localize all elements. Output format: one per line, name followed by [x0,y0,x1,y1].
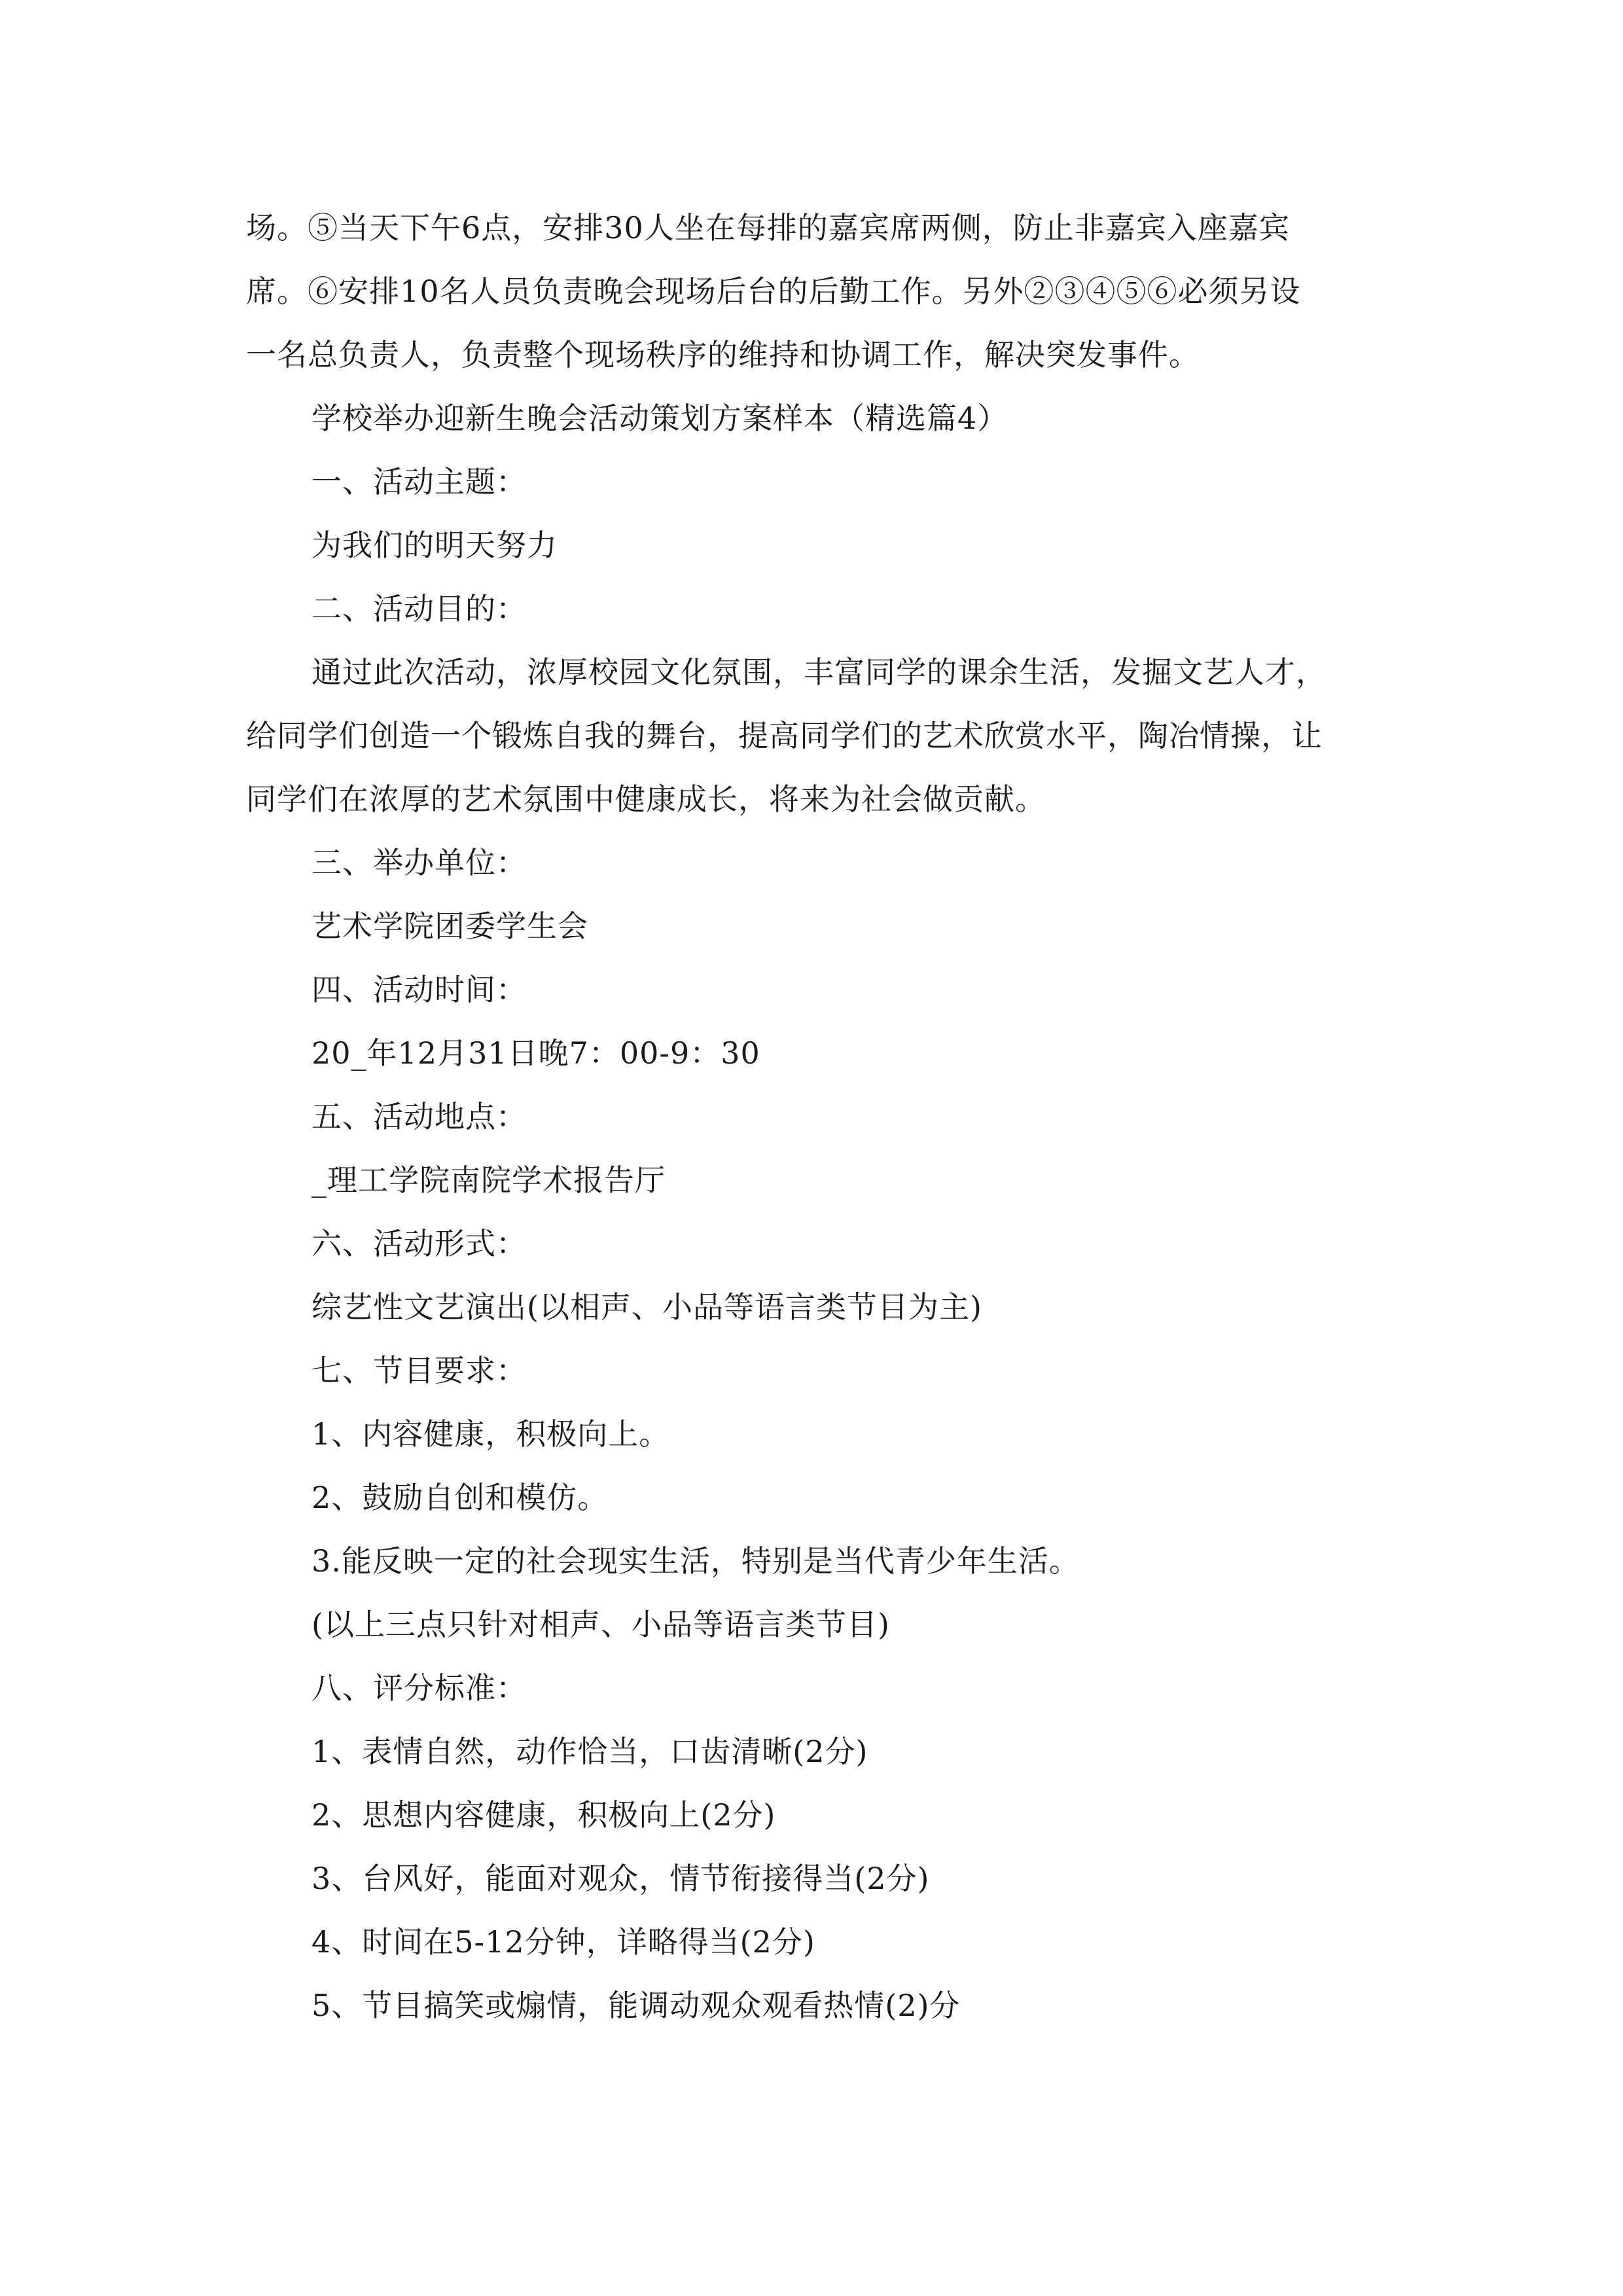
text-line-18: 综艺性文艺演出(以相声、小品等语言类节目为主) [312,1289,982,1325]
text-line-6: 为我们的明天努力 [312,528,558,563]
text-line-11: 三、举办单位： [312,845,527,880]
text-line-16: _理工学院南院学术报告厅 [312,1162,666,1198]
text-line-17: 六、活动形式： [312,1226,527,1261]
document-body [246,196,1378,2037]
text-line-21: 2、鼓励自创和模仿。 [312,1480,609,1515]
text-line-8: 通过此次活动，浓厚校园文化氛围，丰富同学的课余生活，发掘文艺人才， [312,655,1327,690]
text-line-27: 3、台风好，能面对观众，情节衔接得当(2分) [312,1861,930,1896]
text-line-19: 七、节目要求： [312,1353,527,1388]
text-line-26: 2、思想内容健康，积极向上(2分) [312,1797,776,1833]
text-line-14: 20_年12月31日晚7：00-9：30 [312,1035,760,1071]
text-line-1: 场。⑤当天下午6点，安排30人坐在每排的嘉宾席两侧，防止非嘉宾入座嘉宾 [246,210,1290,245]
text-line-13: 四、活动时间： [312,972,527,1007]
text-line-29: 5、节目搞笑或煽情，能调动观众观看热情(2)分 [312,1988,961,2023]
text-line-23: (以上三点只针对相声、小品等语言类节目) [312,1607,890,1642]
text-line-2: 席。⑥安排10名人员负责晚会现场后台的后勤工作。另外②③④⑤⑥必须另设 [246,274,1301,309]
text-line-20: 1、内容健康，积极向上。 [312,1416,670,1452]
text-line-4: 学校举办迎新生晚会活动策划方案样本（精选篇4） [312,401,1008,436]
text-line-3: 一名总负责人，负责整个现场秩序的维持和协调工作，解决突发事件。 [246,337,1200,372]
text-line-9: 给同学们创造一个锻炼自我的舞台，提高同学们的艺术欣赏水平，陶冶情操，让 [246,718,1323,753]
text-line-15: 五、活动地点： [312,1099,527,1134]
text-line-25: 1、表情自然，动作恰当，口齿清晰(2分) [312,1734,868,1769]
text-line-22: 3.能反映一定的社会现实生活，特别是当代青少年生活。 [312,1543,1080,1579]
text-line-24: 八、评分标准： [312,1670,527,1706]
text-line-12: 艺术学院团委学生会 [312,908,588,944]
text-line-7: 二、活动目的： [312,591,527,626]
text-line-28: 4、时间在5-12分钟，详略得当(2分) [312,1924,815,1960]
text-line-5: 一、活动主题： [312,464,527,499]
text-line-10: 同学们在浓厚的艺术氛围中健康成长，将来为社会做贡献。 [246,781,1046,817]
